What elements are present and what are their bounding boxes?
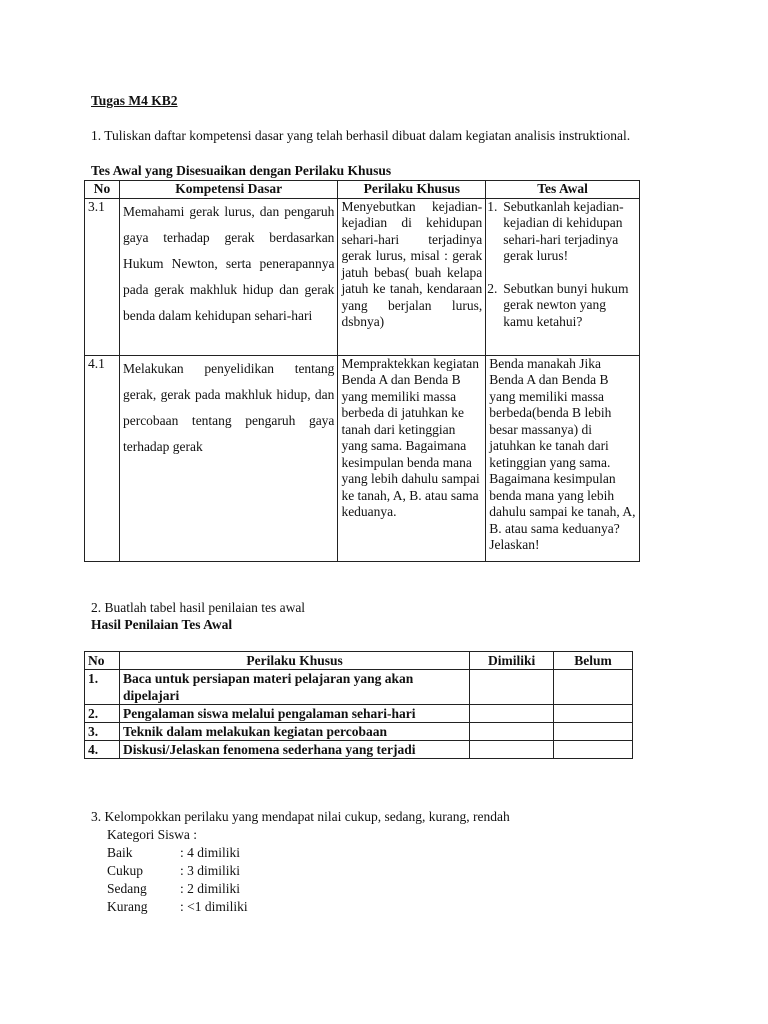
row-perilaku: Menyebutkan kejadian-kejadian di kehidupan sehari-hari terjadinya gerak lurus, misal : gerak jatuh bebas( buah kelapa jatuh ke tanah, kendaraan yang berjalan lurus, dsbnya) bbox=[338, 198, 486, 355]
kategori-value: : 3 dimiliki bbox=[180, 863, 241, 878]
row-no: 4.1 bbox=[85, 355, 120, 561]
list-item bbox=[107, 862, 248, 880]
row-no: 2. bbox=[85, 705, 120, 723]
kategori-title: Kategori Siswa : bbox=[107, 827, 197, 842]
pretest-table bbox=[84, 180, 640, 562]
kategori-value: : <1 dimiliki bbox=[180, 899, 248, 914]
row-belum bbox=[554, 723, 633, 741]
list-number: 2. bbox=[487, 280, 498, 296]
row-dimiliki bbox=[470, 670, 554, 705]
kategori-label: Kurang bbox=[107, 899, 148, 914]
col-header-perilaku: Perilaku Khusus bbox=[338, 181, 486, 199]
row-dimiliki bbox=[470, 705, 554, 723]
list-text: Sebutkanlah kejadian-kejadian di kehidupan sehari-hari terjadinya gerak lurus! bbox=[503, 198, 624, 263]
table-row bbox=[85, 355, 640, 561]
table-row bbox=[85, 670, 633, 705]
col-header-tes-awal: Tes Awal bbox=[486, 181, 640, 199]
kategori-label: Sedang bbox=[107, 881, 147, 896]
col-header-no: No bbox=[85, 181, 120, 199]
question-1: 1. Tuliskan daftar kompetensi dasar yang telah berhasil dibuat dalam kegiatan analisis instruktional. bbox=[91, 128, 631, 143]
row-no: 4. bbox=[85, 741, 120, 759]
table-header-row bbox=[85, 652, 633, 670]
row-no: 1. bbox=[85, 670, 120, 705]
row-perilaku: Baca untuk persiapan materi pelajaran yang akan dipelajari bbox=[119, 670, 469, 705]
row-perilaku: Diskusi/Jelaskan fenomena sederhana yang terjadi bbox=[119, 741, 469, 759]
kategori-siswa bbox=[107, 826, 248, 916]
col-header-belum: Belum bbox=[554, 652, 633, 670]
row-no: 3.1 bbox=[85, 198, 120, 355]
row-no: 3. bbox=[85, 723, 120, 741]
table-row bbox=[85, 723, 633, 741]
row-dimiliki bbox=[470, 723, 554, 741]
table-row bbox=[85, 705, 633, 723]
table-row bbox=[85, 198, 640, 355]
list-item bbox=[489, 199, 636, 265]
col-header-no: No bbox=[85, 652, 120, 670]
kategori-label: Cukup bbox=[107, 863, 144, 878]
col-header-dimiliki: Dimiliki bbox=[470, 652, 554, 670]
document-title: Tugas M4 KB2 bbox=[91, 93, 178, 108]
row-belum bbox=[554, 705, 633, 723]
table2-caption: Hasil Penilaian Tes Awal bbox=[91, 617, 233, 632]
col-header-kompetensi: Kompetensi Dasar bbox=[119, 181, 337, 199]
list-item bbox=[489, 281, 636, 331]
row-perilaku: Teknik dalam melakukan kegiatan percobaan bbox=[119, 723, 469, 741]
row-tes-awal bbox=[486, 198, 640, 355]
table1-caption: Tes Awal yang Disesuaikan dengan Perilaku Khusus bbox=[91, 163, 392, 178]
row-belum bbox=[554, 670, 633, 705]
row-dimiliki bbox=[470, 741, 554, 759]
list-number: 1. bbox=[487, 198, 498, 214]
list-item bbox=[107, 844, 248, 862]
question-3: 3. Kelompokkan perilaku yang mendapat nilai cukup, sedang, kurang, rendah bbox=[91, 809, 510, 824]
kategori-value: : 4 dimiliki bbox=[180, 845, 241, 860]
list-item bbox=[107, 898, 248, 916]
row-kompetensi: Melakukan penyelidikan tentang gerak, gerak pada makhluk hidup, dan percobaan tentang pengaruh gaya terhadap gerak bbox=[119, 355, 337, 561]
assessment-table bbox=[84, 651, 633, 759]
tes-awal-list bbox=[489, 199, 636, 331]
table-header-row bbox=[85, 181, 640, 199]
list-item bbox=[107, 880, 248, 898]
row-belum bbox=[554, 741, 633, 759]
question-2: 2. Buatlah tabel hasil penilaian tes awal bbox=[91, 600, 306, 615]
table-row bbox=[85, 741, 633, 759]
row-tes-awal: Benda manakah Jika Benda A dan Benda B yang memiliki massa berbeda(benda B lebih besar massanya) di jatuhkan ke tanah dari ketinggian yang sama. Bagaimana kesimpulan benda mana yang lebih dahulu sampai ke tanah, A, B. atau sama keduanya? Jelaskan! bbox=[486, 355, 640, 561]
list-text: Sebutkan bunyi hukum gerak newton yang kamu ketahui? bbox=[503, 280, 629, 329]
row-kompetensi: Memahami gerak lurus, dan pengaruh gaya terhadap gerak berdasarkan Hukum Newton, serta penerapannya pada gerak makhluk hidup dan gerak benda dalam kehidupan sehari-hari bbox=[119, 198, 337, 355]
row-perilaku: Mempraktekkan kegiatan Benda A dan Benda B yang memiliki massa berbeda di jatuhkan ke tanah dari ketinggian yang sama. Bagaimana kesimpulan benda mana yang lebih dahulu sampai ke tanah, A, B. atau sama keduanya. bbox=[338, 355, 486, 561]
kategori-value: : 2 dimiliki bbox=[180, 881, 241, 896]
kategori-label: Baik bbox=[107, 845, 133, 860]
col-header-perilaku: Perilaku Khusus bbox=[119, 652, 469, 670]
row-perilaku: Pengalaman siswa melalui pengalaman sehari-hari bbox=[119, 705, 469, 723]
